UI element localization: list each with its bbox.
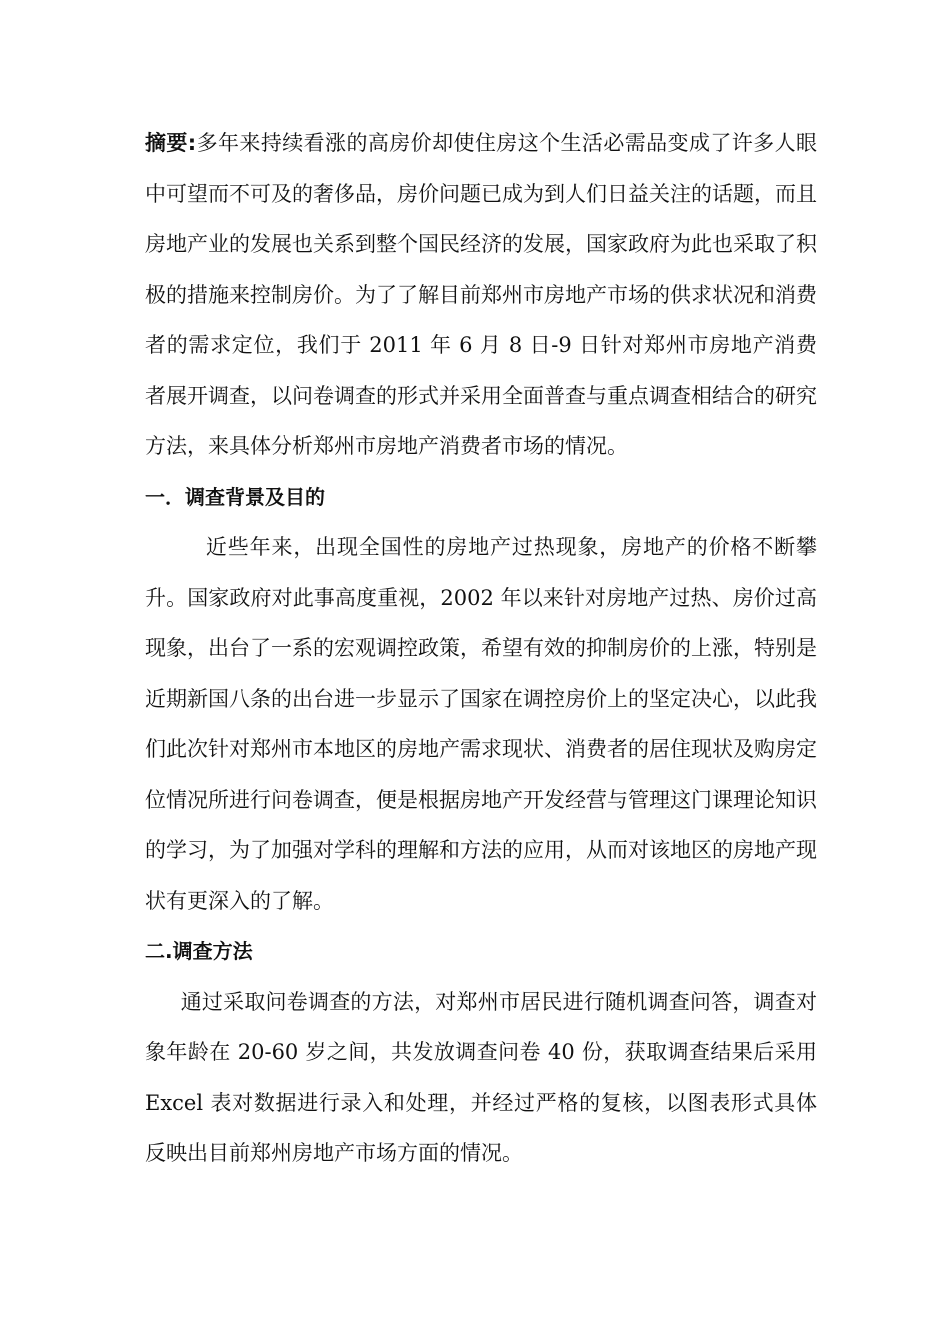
abstract-paragraph: [145, 118, 817, 472]
abstract-label: 摘要:: [145, 131, 197, 155]
section-body-background: 近些年来，出现全国性的房地产过热现象，房地产的价格不断攀升。国家政府对此事高度重视，2002 年以来针对房地产过热、房价过高现象，出台了一系的宏观调控政策，希望有效的抑制房价的上涨，特别是近期新国八条的出台进一步显示了国家在调控房价上的坚定决心，以此我们此次针对郑州市本地区的房地产需求现状、消费者的居住现状及购房定位情况所进行问卷调查，便是根据房地产开发经营与管理这门课理论知识的学习，为了加强对学科的理解和方法的应用，从而对该地区的房地产现状有更深入的了解。: [145, 535, 817, 913]
section-heading-method: 二.调查方法: [145, 939, 253, 963]
abstract-text: 多年来持续看涨的高房价却使住房这个生活必需品变成了许多人眼中可望而不可及的奢侈品，房价问题已成为到人们日益关注的话题，而且房地产业的发展也关系到整个国民经济的发展，国家政府为此也采取了积极的措施来控制房价。为了了解目前郑州市房地产市场的供求状况和消费者的需求定位，我们于 2011 年 6 月 8 日-9 日针对郑州市房地产消费者展开调查，以问卷调查的形式并采用全面普查与重点调查相结合的研究方法，来具体分析郑州市房地产消费者市场的情况。: [145, 131, 817, 458]
section-heading-background: 一．调查背景及目的: [145, 484, 325, 509]
section-body-method: 通过采取问卷调查的方法，对郑州市居民进行随机调查问答，调查对象年龄在 20-60 岁之间，共发放调查问卷 40 份，获取调查结果后采用 Excel 表对数据进行录入和处理，并经过严格的复核，以图表形式具体反映出目前郑州房地产市场方面的情况。: [145, 989, 817, 1165]
document-body: [145, 118, 817, 1179]
